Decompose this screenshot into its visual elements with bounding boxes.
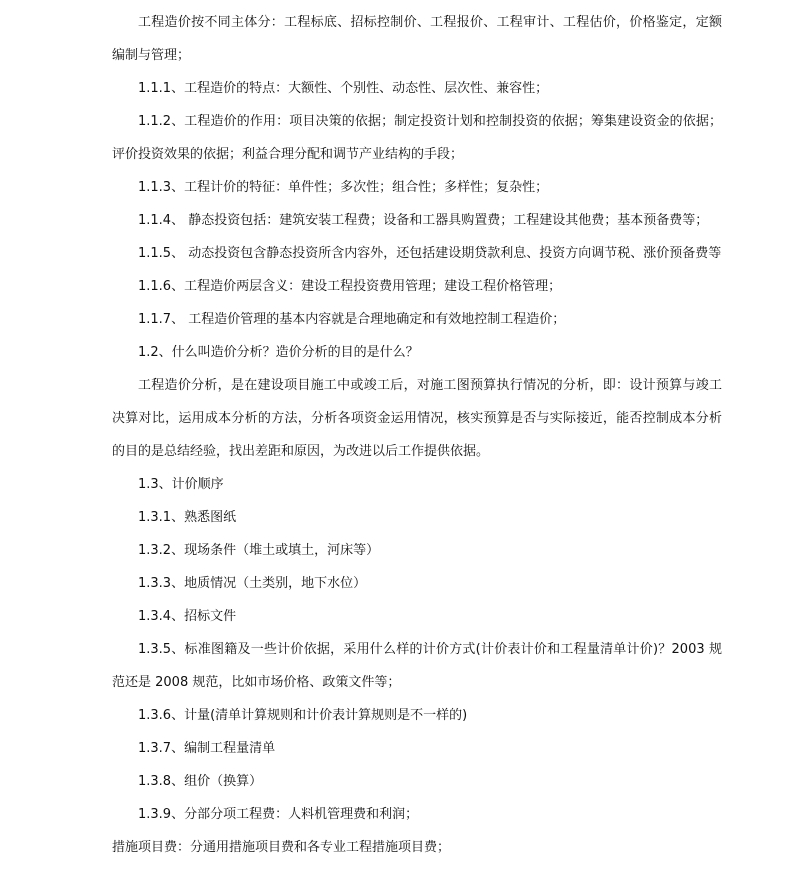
paragraph-1-3-1: 1.3.1、熟悉图纸 <box>138 510 237 525</box>
heading-1-3: 1.3、计价顺序 <box>138 477 224 492</box>
paragraph-cost-analysis: 工程造价分析，是在建设项目施工中或竣工后，对施工图预算执行情况的分析，即：设计预算与竣工决算对比，运用成本分析的方法，分析各项资金运用情况，核实预算是否与实际接近，能否控制成本分析的目的是总结经验，找出差距和原因，为改进以后工作提供依据。 <box>112 378 722 459</box>
paragraph-1-1-5: 1.1.5、 动态投资包含静态投资所含内容外，还包括建设期贷款利息、投资方向调节税、涨价预备费等 <box>138 246 722 261</box>
paragraph-1-1-1: 1.1.1、工程造价的特点：大额性、个别性、动态性、层次性、兼容性； <box>138 81 549 96</box>
paragraph-1-3-8: 1.3.8、组价（换算） <box>138 774 263 789</box>
document-page <box>112 0 722 864</box>
paragraph-1-1-4: 1.1.4、 静态投资包括：建筑安装工程费；设备和工器具购置费；工程建设其他费；基本预备费等； <box>138 213 709 228</box>
paragraph-1-3-4: 1.3.4、招标文件 <box>138 609 237 624</box>
paragraph-1-1-2: 1.1.2、工程造价的作用：项目决策的依据；制定投资计划和控制投资的依据；筹集建设资金的依据；评价投资效果的依据；利益合理分配和调节产业结构的手段； <box>112 114 722 162</box>
paragraph-1-3-9: 1.3.9、分部分项工程费：人料机管理费和利润； <box>138 807 419 822</box>
paragraph-1-1-3: 1.1.3、工程计价的特征：单件性；多次性；组合性；多样性；复杂性； <box>138 180 549 195</box>
paragraph-1-3-3: 1.3.3、地质情况（土类别，地下水位） <box>138 576 367 591</box>
paragraph-1-3-5: 1.3.5、标准图籍及一些计价依据，采用什么样的计价方式(计价表计价和工程量清单计价)？2003 规范还是 2008 规范，比如市场价格、政策文件等； <box>112 642 722 690</box>
paragraph-cost-by-subject: 工程造价按不同主体分：工程标底、招标控制价、工程报价、工程审计、工程估价，价格鉴定，定额编制与管理； <box>112 15 722 63</box>
heading-1-2: 1.2、什么叫造价分析？造价分析的目的是什么？ <box>138 345 419 360</box>
paragraph-1-3-6: 1.3.6、计量(清单计算规则和计价表计算规则是不一样的) <box>138 708 468 723</box>
paragraph-1-1-6: 1.1.6、工程造价两层含义：建设工程投资费用管理；建设工程价格管理； <box>138 279 562 294</box>
paragraph-1-3-2: 1.3.2、现场条件（堆土或填土，河床等） <box>138 543 380 558</box>
paragraph-measures-fee: 措施项目费：分通用措施项目费和各专业工程措施项目费； <box>112 840 451 855</box>
paragraph-1-3-7: 1.3.7、编制工程量清单 <box>138 741 276 756</box>
paragraph-1-1-7: 1.1.7、 工程造价管理的基本内容就是合理地确定和有效地控制工程造价； <box>138 312 566 327</box>
